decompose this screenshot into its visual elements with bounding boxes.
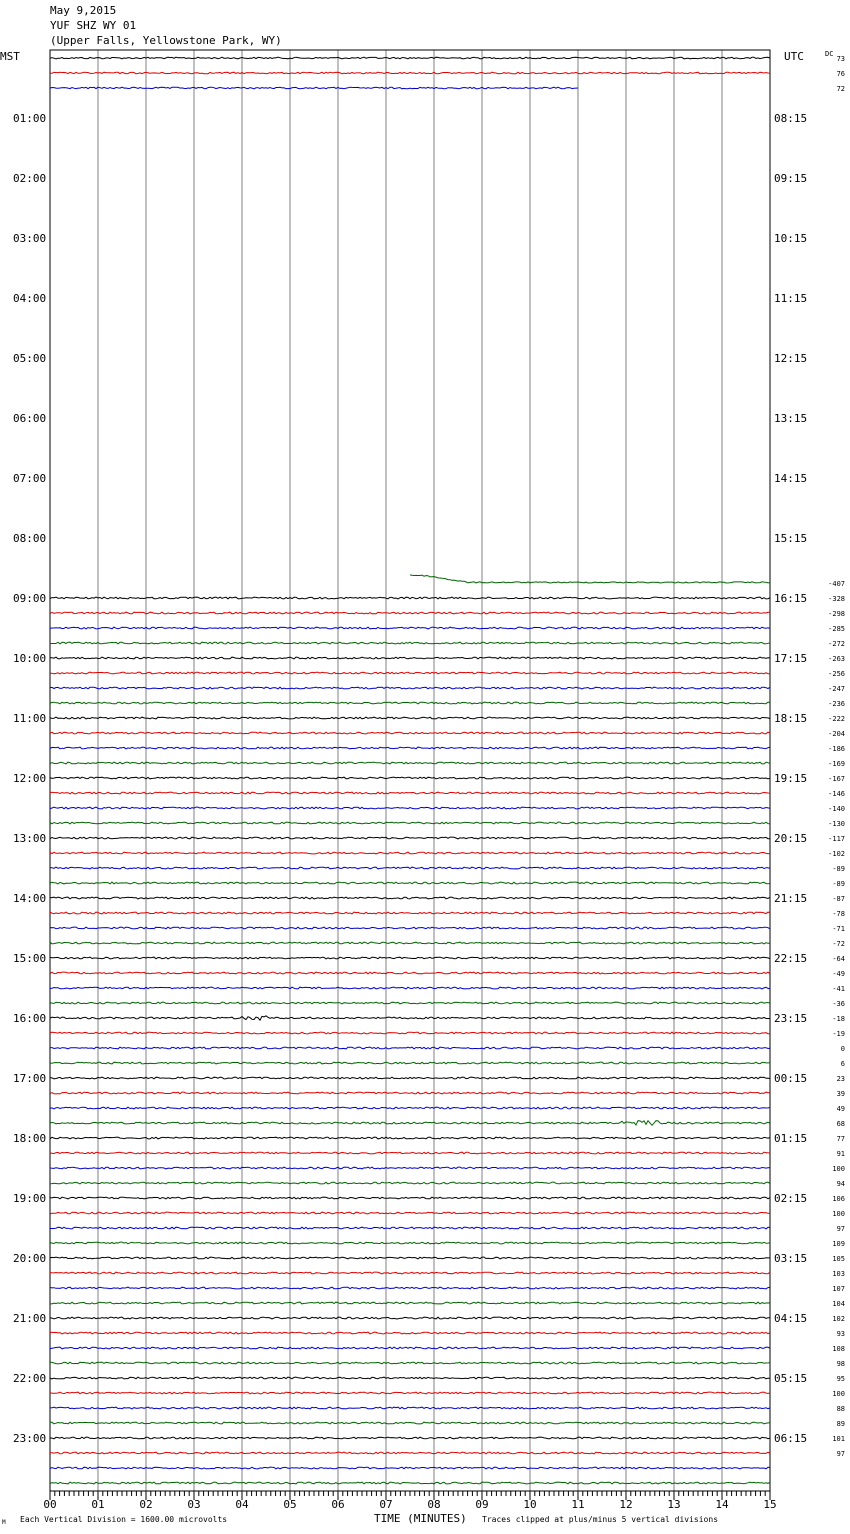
hour-label-utc: 06:15 [774,1432,808,1445]
trace-line [50,1257,770,1259]
dc-offset-label: -78 [832,910,845,918]
hour-label-utc: 13:15 [774,412,808,425]
trace-line [50,1437,770,1439]
hour-label-mst: 22:00 [13,1372,47,1385]
dc-offset-label: -87 [832,895,845,903]
dc-offset-label: 104 [832,1300,845,1308]
trace-line [50,1197,770,1199]
trace-line [50,1362,770,1364]
station-code: YUF SHZ WY 01 [50,19,137,32]
timezone-label-utc: UTC [784,50,804,63]
trace-line [50,1047,770,1049]
trace-line [50,1377,770,1379]
hour-label-utc: 18:15 [774,712,808,725]
dc-offset-label: 102 [832,1315,845,1323]
hour-label-mst: 21:00 [13,1312,47,1325]
trace-line [50,702,770,704]
dc-offset-label: 97 [836,1450,845,1458]
x-tick-label: 15 [763,1498,777,1511]
trace-line [50,822,770,824]
dc-offset-label: 100 [832,1165,845,1173]
dc-offset-label: 93 [836,1330,845,1338]
trace-line [50,1467,770,1469]
trace-line [50,1032,770,1034]
dc-offset-label: 94 [836,1180,845,1188]
trace-line [50,912,770,914]
dc-offset-label: -328 [828,595,845,603]
dc-offset-label: -263 [828,655,845,663]
dc-offset-label: -186 [828,745,845,753]
dc-offset-label: -285 [828,625,845,633]
trace-line [50,1482,770,1484]
hour-label-utc: 19:15 [774,772,808,785]
dc-offset-label: -298 [828,610,845,618]
trace-line [50,1227,770,1229]
trace-line [410,575,770,583]
x-tick-label: 05 [283,1498,297,1511]
trace-line [50,927,770,929]
trace-line [50,717,770,719]
hour-label-mst: 02:00 [13,172,47,185]
dc-offset-label: 100 [832,1210,845,1218]
trace-line [50,732,770,734]
dc-offset-label: -407 [828,580,845,588]
trace-line [50,1302,770,1304]
dc-offset-label: 89 [836,1420,845,1428]
trace-line [50,807,770,809]
dc-offset-label: 107 [832,1285,845,1293]
dc-offset-label: -204 [828,730,845,738]
hour-label-mst: 19:00 [13,1192,47,1205]
hour-label-mst: 04:00 [13,292,47,305]
x-tick-label: 00 [43,1498,57,1511]
x-tick-label: 13 [667,1498,681,1511]
trace-line [50,1077,770,1079]
trace-line [50,627,770,629]
hour-label-utc: 02:15 [774,1192,808,1205]
trace-line [50,1272,770,1274]
dc-offset-label: -41 [832,985,845,993]
dc-offset-label: 76 [836,70,845,78]
trace-line [50,612,770,614]
dc-offset-label: 72 [836,85,845,93]
trace-line [50,1182,770,1184]
trace-line [50,1002,770,1004]
trace-line [50,1392,770,1394]
x-tick-label: 07 [379,1498,393,1511]
dc-offset-label: -146 [828,790,845,798]
hour-label-utc: 14:15 [774,472,808,485]
dc-offset-label: 100 [832,1390,845,1398]
dc-offset-label: 49 [836,1105,845,1113]
dc-offset-label: 39 [836,1090,845,1098]
dc-label: DC [825,50,834,58]
dc-offset-label: 91 [836,1150,845,1158]
x-tick-label: 08 [427,1498,441,1511]
hour-label-mst: 08:00 [13,532,47,545]
dc-offset-label: 103 [832,1270,845,1278]
trace-line [50,792,770,794]
hour-label-utc: 20:15 [774,832,808,845]
x-tick-label: 14 [715,1498,729,1511]
hour-label-mst: 17:00 [13,1072,47,1085]
hour-label-utc: 22:15 [774,952,808,965]
hour-label-mst: 23:00 [13,1432,47,1445]
hour-label-mst: 11:00 [13,712,47,725]
dc-offset-label: -140 [828,805,845,813]
dc-offset-label: -64 [832,955,845,963]
hour-label-mst: 03:00 [13,232,47,245]
x-axis-title: TIME (MINUTES) [374,1512,467,1525]
trace-line [50,762,770,764]
hour-label-utc: 11:15 [774,292,808,305]
dc-offset-label: -49 [832,970,845,978]
trace-line [50,1332,770,1334]
trace-line [50,777,770,779]
x-tick-label: 11 [571,1498,585,1511]
dc-offset-label: -18 [832,1015,845,1023]
trace-line [50,1287,770,1289]
hour-label-utc: 03:15 [774,1252,808,1265]
hour-label-utc: 00:15 [774,1072,808,1085]
dc-offset-label: 0 [840,1045,845,1053]
dc-offset-label: -247 [828,685,845,693]
hour-label-utc: 09:15 [774,172,808,185]
dc-offset-label: -222 [828,715,845,723]
x-tick-label: 12 [619,1498,633,1511]
dc-offset-label: -169 [828,760,845,768]
x-tick-label: 02 [139,1498,153,1511]
trace-line [50,687,770,689]
trace-line [50,657,770,659]
trace-line [50,87,578,89]
dc-offset-label: -117 [828,835,845,843]
hour-label-mst: 13:00 [13,832,47,845]
dc-offset-label: -167 [828,775,845,783]
trace-line [50,1107,770,1109]
trace-line [50,1152,770,1154]
dc-offset-label: 98 [836,1360,845,1368]
trace-line [50,1422,770,1424]
trace-line [50,1407,770,1409]
dc-offset-label: -272 [828,640,845,648]
trace-line [50,942,770,944]
plot-frame [50,50,770,1491]
trace-line [50,987,770,989]
dc-offset-label: -71 [832,925,845,933]
hour-label-utc: 04:15 [774,1312,808,1325]
hour-label-utc: 23:15 [774,1012,808,1025]
hour-label-mst: 15:00 [13,952,47,965]
chart-date: May 9,2015 [50,4,117,17]
dc-offset-label: 109 [832,1240,845,1248]
trace-line [50,867,770,869]
trace-line [50,672,770,674]
trace-line [50,1167,770,1169]
trace-line [50,1016,770,1020]
trace-line [50,1347,770,1349]
hour-label-mst: 01:00 [13,112,47,125]
hour-label-utc: 08:15 [774,112,808,125]
trace-line [50,1121,770,1126]
hour-label-utc: 01:15 [774,1132,808,1145]
hour-label-mst: 07:00 [13,472,47,485]
x-tick-label: 04 [235,1498,249,1511]
dc-offset-label: -236 [828,700,845,708]
x-tick-label: 03 [187,1498,201,1511]
dc-offset-label: -130 [828,820,845,828]
hour-label-mst: 18:00 [13,1132,47,1145]
x-tick-label: 06 [331,1498,345,1511]
hour-label-mst: 16:00 [13,1012,47,1025]
dc-offset-label: -36 [832,1000,845,1008]
scale-note: Each Vertical Division = 1600.00 microvolts [20,1515,228,1524]
x-tick-label: 10 [523,1498,537,1511]
hour-label-utc: 21:15 [774,892,808,905]
x-tick-label: 09 [475,1498,489,1511]
dc-offset-label: -256 [828,670,845,678]
hour-label-utc: 16:15 [774,592,808,605]
trace-line [50,747,770,749]
dc-offset-label: 106 [832,1195,845,1203]
dc-offset-label: 105 [832,1255,845,1263]
dc-offset-label: 73 [836,55,845,63]
clip-note: Traces clipped at plus/minus 5 vertical divisions [482,1515,719,1524]
trace-line [50,882,770,884]
trace-line [50,837,770,839]
hour-label-mst: 20:00 [13,1252,47,1265]
station-location: (Upper Falls, Yellowstone Park, WY) [50,34,282,47]
trace-line [50,957,770,959]
trace-line [50,1137,770,1139]
hour-label-utc: 15:15 [774,532,808,545]
dc-offset-label: -72 [832,940,845,948]
dc-offset-label: 77 [836,1135,845,1143]
x-tick-label: 01 [91,1498,105,1511]
dc-offset-label: 68 [836,1120,845,1128]
trace-line [50,597,770,599]
trace-line [50,1452,770,1454]
trace-line [50,852,770,854]
hour-label-mst: 12:00 [13,772,47,785]
dc-offset-label: 108 [832,1345,845,1353]
dc-offset-label: -89 [832,865,845,873]
hour-label-utc: 10:15 [774,232,808,245]
dc-offset-label: -19 [832,1030,845,1038]
dc-offset-label: -89 [832,880,845,888]
trace-line [50,1317,770,1319]
trace-line [50,897,770,899]
dc-offset-label: 97 [836,1225,845,1233]
dc-offset-label: 23 [836,1075,845,1083]
trace-line [50,642,770,644]
dc-offset-label: 95 [836,1375,845,1383]
dc-offset-label: -102 [828,850,845,858]
hour-label-mst: 14:00 [13,892,47,905]
timezone-label-mst: MST [0,50,20,63]
hour-label-utc: 12:15 [774,352,808,365]
dc-offset-label: 101 [832,1435,845,1443]
trace-line [50,1242,770,1244]
trace-line [50,1062,770,1064]
hour-label-mst: 10:00 [13,652,47,665]
trace-line [50,972,770,974]
trace-line [50,1092,770,1094]
trace-line [50,57,770,59]
corner-mark: M [2,1519,6,1526]
trace-line [50,72,770,74]
hour-label-mst: 09:00 [13,592,47,605]
hour-label-utc: 05:15 [774,1372,808,1385]
trace-line [50,1212,770,1214]
dc-offset-label: 6 [840,1060,845,1068]
dc-offset-label: 88 [836,1405,845,1413]
hour-label-utc: 17:15 [774,652,808,665]
hour-label-mst: 06:00 [13,412,47,425]
hour-label-mst: 05:00 [13,352,47,365]
